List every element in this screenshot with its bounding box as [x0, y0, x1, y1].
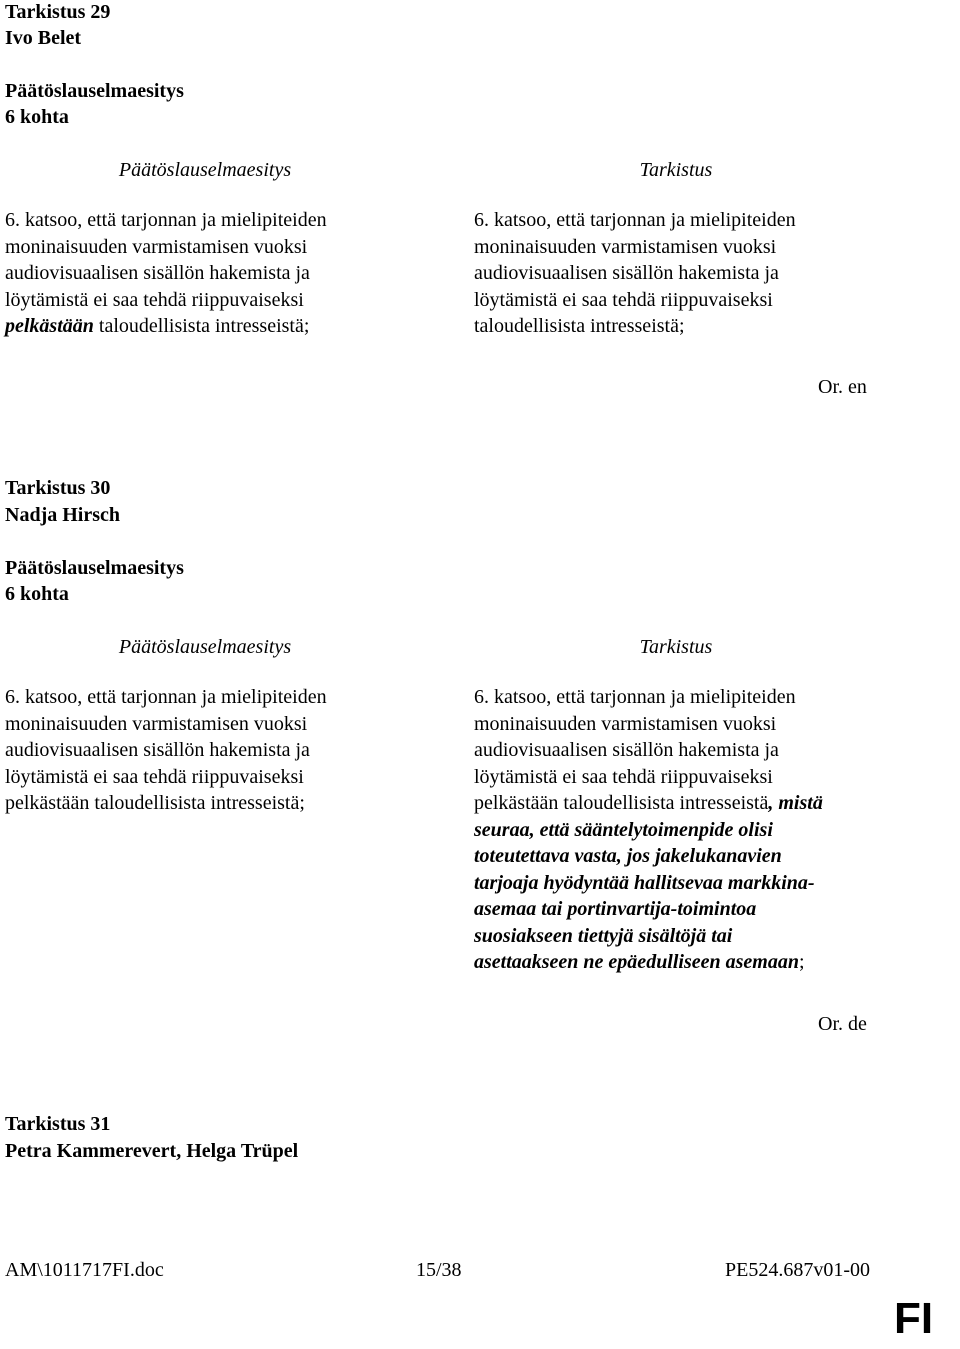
text-fragment: ; — [798, 951, 805, 973]
amendment-30-original-language: Or. de — [818, 1013, 867, 1035]
amendment-29-right-column-heading: Tarkistus — [639, 159, 713, 181]
amendment-29-ref-document: Päätöslauselmaesitys — [5, 80, 184, 102]
text-fragment: pelkästään taloudellisista intresseistä — [474, 792, 769, 814]
amendment-30-title: Tarkistus 30 — [5, 477, 111, 499]
text-line: moninaisuuden varmistamisen vuoksi — [5, 235, 308, 258]
text-line: löytämistä ei saa tehdä riippuvaiseksi — [5, 765, 304, 788]
amendment-29-title: Tarkistus 29 — [5, 1, 111, 23]
amendment-29-original-language: Or. en — [818, 376, 867, 398]
amendment-30-ref-paragraph: 6 kohta — [5, 583, 69, 605]
text-line: löytämistä ei saa tehdä riippuvaiseksi — [5, 288, 304, 311]
amendment-30-ref-document: Päätöslauselmaesitys — [5, 557, 184, 579]
text-line: audiovisuaalisen sisällön hakemista ja — [5, 262, 310, 284]
text-line: 6. katsoo, että tarjonnan ja mielipiteiden — [5, 686, 327, 708]
amendment-29-ref-paragraph: 6 kohta — [5, 106, 69, 128]
text-line: audiovisuaalisen sisällön hakemista ja — [474, 262, 779, 284]
text-line: löytämistä ei saa tehdä riippuvaiseksi — [474, 765, 773, 788]
text-line: moninaisuuden varmistamisen vuoksi — [5, 712, 308, 735]
text-fragment: taloudellisista intresseistä; — [93, 315, 310, 337]
text-line: 6. katsoo, että tarjonnan ja mielipiteiden — [474, 686, 796, 708]
text-line: audiovisuaalisen sisällön hakemista ja — [5, 739, 310, 761]
amendment-30-amended-text — [474, 684, 823, 976]
amendment-31-title: Tarkistus 31 — [5, 1113, 111, 1135]
added-text: , mistä — [768, 792, 823, 814]
text-line — [474, 790, 823, 817]
added-text: asettaakseen ne epäedulliseen asemaan — [474, 951, 799, 973]
added-text-line: asemaa tai portinvartija-toimintoa — [474, 898, 757, 920]
text-line: taloudellisista intresseistä; — [474, 315, 685, 337]
deleted-text: pelkästään — [5, 315, 94, 337]
added-text-line: tarjoaja hyödyntää hallitsevaa markkina- — [474, 871, 815, 894]
text-line: moninaisuuden varmistamisen vuoksi — [474, 712, 777, 735]
footer-document-id: AM\1011717FI.doc — [5, 1259, 164, 1281]
amendment-30-original-text — [5, 684, 327, 817]
amendment-29-original-text — [5, 207, 327, 340]
amendment-30-right-column-heading: Tarkistus — [639, 636, 713, 658]
amendment-29-left-column-heading: Päätöslauselmaesitys — [118, 159, 292, 181]
text-line — [474, 949, 823, 976]
added-text-line: suosiakseen tiettyjä sisältöjä tai — [474, 924, 733, 947]
text-line: löytämistä ei saa tehdä riippuvaiseksi — [474, 288, 773, 311]
text-line: 6. katsoo, että tarjonnan ja mielipiteiden — [474, 209, 796, 231]
text-line: moninaisuuden varmistamisen vuoksi — [474, 235, 777, 258]
amendment-30-author: Nadja Hirsch — [5, 504, 120, 526]
footer-page-number: 15/38 — [416, 1259, 462, 1281]
added-text-line: toteutettava vasta, jos jakelukanavien — [474, 845, 782, 867]
amendment-30-left-column-heading: Päätöslauselmaesitys — [118, 636, 292, 658]
footer-language-mark: FI — [894, 1294, 934, 1343]
footer-reference: PE524.687v01-00 — [725, 1259, 870, 1281]
text-line: 6. katsoo, että tarjonnan ja mielipiteiden — [5, 209, 327, 231]
text-line — [5, 313, 327, 340]
amendment-29-author: Ivo Belet — [5, 27, 82, 49]
text-line: audiovisuaalisen sisällön hakemista ja — [474, 739, 779, 761]
text-line: pelkästään taloudellisista intresseistä; — [5, 792, 305, 814]
amendment-31-author: Petra Kammerevert, Helga Trüpel — [5, 1140, 299, 1162]
amendment-29-amended-text — [474, 207, 796, 340]
added-text-line: seuraa, että sääntelytoimenpide olisi — [474, 818, 773, 841]
